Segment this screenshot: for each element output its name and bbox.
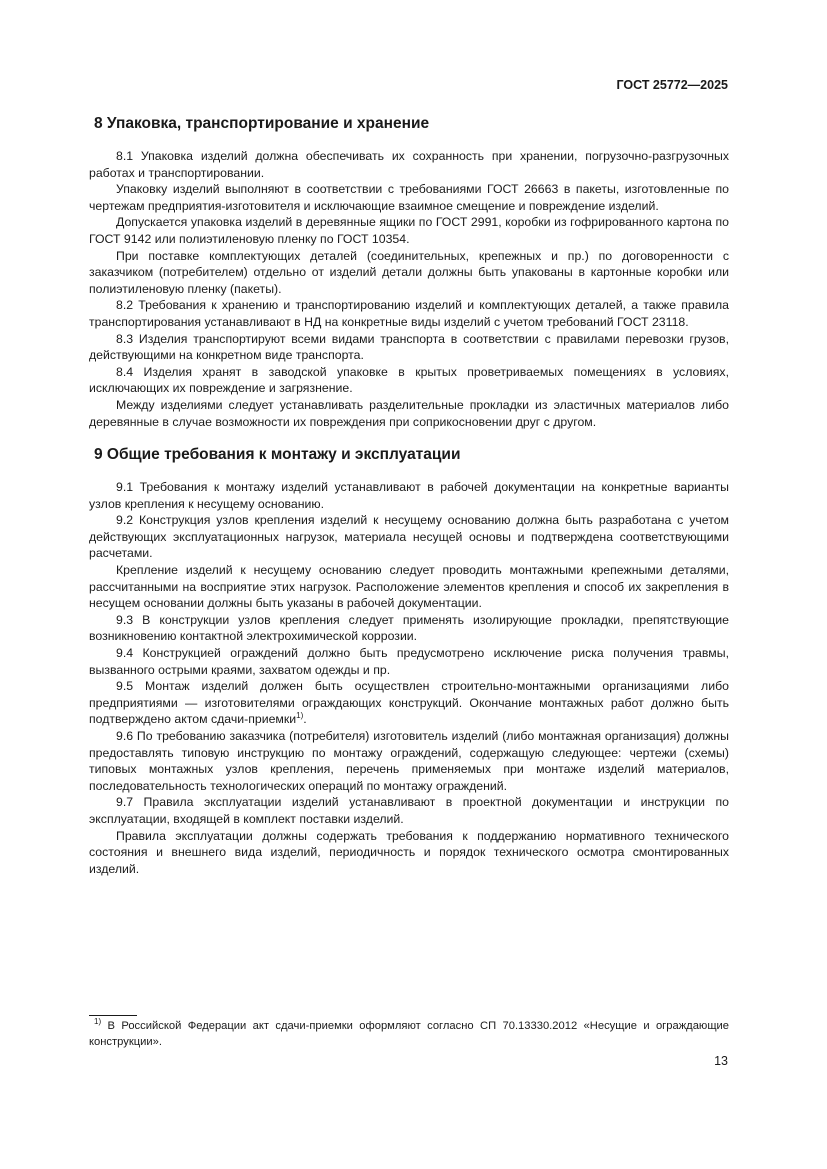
paragraph: 8.3 Изделия транспортируют всеми видами транспорта в соответствии с правилами перевозки грузов, действующими на конкретном виде транспорта. — [89, 331, 729, 363]
paragraph-text: 9.5 Монтаж изделий должен быть осуществлен строительно-монтажными организациями либо предприятиями — изготовителями ограждающих конструкций. Окончание монтажных работ должно быть подтверждено актом сдачи-приемки — [89, 679, 729, 727]
paragraph-end-punctuation: . — [303, 712, 307, 727]
paragraph: 9.1 Требования к монтажу изделий устанавливают в рабочей документации на конкретные варианты узлов крепления к несущему основанию. — [89, 480, 729, 511]
footnote-reference[interactable]: 1) — [296, 711, 304, 721]
section-9-title: 9 Общие требования к монтажу и эксплуатации — [94, 446, 461, 464]
footnote-marker: 1) — [94, 1017, 102, 1026]
paragraph: 8.4 Изделия хранят в заводской упаковке в крытых проветриваемых помещениях в условиях, исключающих их повреждение и загрязнение. — [89, 364, 729, 396]
paragraph: Правила эксплуатации должны содержать требования к поддержанию нормативного технического состояния и внешнего вида изделий, периодичность и порядок технического осмотра смонтированных изделий. — [89, 828, 729, 876]
section-8-title: 8 Упаковка, транспортирование и хранение — [94, 115, 430, 132]
paragraph: 9.7 Правила эксплуатации изделий устанавливают в проектной документации и инструкции по эксплуатации, входящей в комплект поставки изделий. — [89, 795, 729, 826]
paragraph-with-footnote — [89, 678, 729, 728]
paragraph: Упаковку изделий выполняют в соответствии с требованиями ГОСТ 26663 в пакеты, изготовленные по чертежам предприятия-изготовителя и исключающие взаимное смещение и повреждение изделий. — [89, 182, 729, 213]
paragraph: 9.4 Конструкцией ограждений должно быть предусмотрено исключение риска получения травмы, вызванного острыми краями, захватом одежды и пр. — [89, 646, 729, 677]
footnote — [89, 1018, 729, 1050]
paragraph: При поставке комплектующих деталей (соединительных, крепежных и пр.) по договоренности с заказчиком (потребителем) отдельно от изделий детали должны быть упакованы в картонные коробки или полиэтиленовую пленку (пакеты). — [89, 248, 729, 296]
paragraph: 8.2 Требования к хранению и транспортированию изделий и комплектующих деталей, а также правила транспортирования устанавливают в НД на конкретные виды изделий с учетом требований ГОСТ 23118. — [89, 298, 729, 329]
paragraph: 9.3 В конструкции узлов крепления следует применять изолирующие прокладки, препятствующие возникновению контактной электрохимической коррозии. — [89, 612, 729, 644]
paragraph: Крепление изделий к несущему основанию следует проводить монтажными крепежными деталями, рассчитанными на восприятие этих нагрузок. Расположение элементов крепления и способ их закрепления в несущем основании должны быть указаны в рабочей документации. — [89, 563, 729, 611]
paragraph: 8.1 Упаковка изделий должна обеспечивать их сохранность при хранении, погрузочно-разгрузочных работах и транспортировании. — [89, 149, 729, 180]
paragraph: 9.2 Конструкция узлов крепления изделий к несущему основанию должна быть разработана с учетом действующих эксплуатационных нагрузок, материала несущей основы и подтверждена соответствующими расчетами. — [89, 513, 729, 561]
document-code: ГОСТ 25772—2025 — [616, 78, 728, 92]
paragraph: Между изделиями следует устанавливать разделительные прокладки из эластичных материалов либо деревянные в случае возможности их повреждения при соприкосновении друг с другом. — [89, 397, 729, 429]
page-number: 13 — [714, 1054, 728, 1068]
footnote-separator — [89, 1015, 137, 1016]
paragraph: Допускается упаковка изделий в деревянные ящики по ГОСТ 2991, коробки из гофрированного картона по ГОСТ 9142 или полиэтиленовую пленку по ГОСТ 10354. — [89, 215, 729, 246]
footnote-text: В Российской Федерации акт сдачи-приемки оформляют согласно СП 70.13330.2012 «Несущие и ограждающие конструкции». — [89, 1020, 729, 1048]
page-body — [89, 114, 729, 877]
paragraph: 9.6 По требованию заказчика (потребителя) изготовитель изделий (либо монтажная организация) должны предоставлять типовую инструкцию по монтажу ограждений, содержащую следующее: чертежи (схемы) типовых монтажных узлов крепления, перечень применяемых при монтаже изделий материалов, последовательность технологических операций по монтажу ограждений. — [89, 729, 729, 793]
